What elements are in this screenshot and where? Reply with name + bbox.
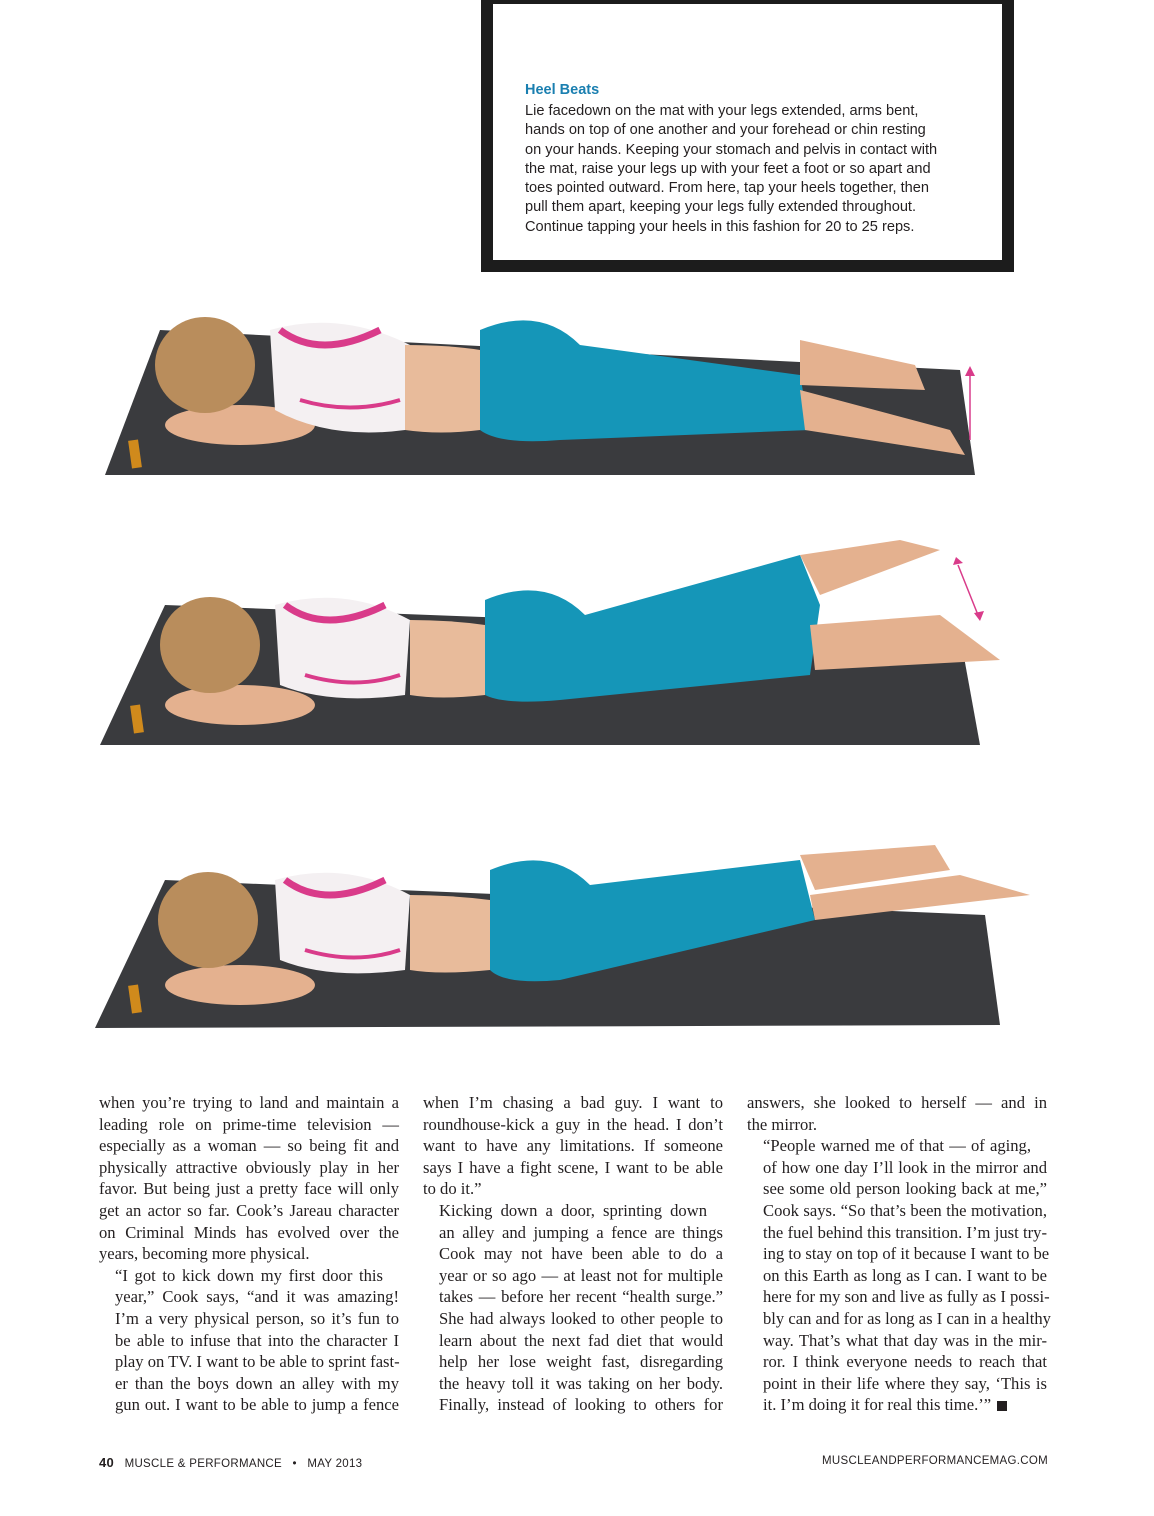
exercise-photo-1 bbox=[0, 290, 1154, 540]
body-line: Finally, instead of looking to others for bbox=[439, 1395, 723, 1415]
footer-left bbox=[99, 1455, 362, 1470]
sidebar-line: Lie facedown on the mat with your legs extended, arms bent, bbox=[525, 103, 919, 119]
body-line: er than the boys down an alley with my bbox=[115, 1373, 399, 1393]
body-line: Cook may not have been able to do a bbox=[439, 1244, 723, 1264]
exercise-photo-3 bbox=[0, 800, 1154, 1050]
body-line: She had always looked to other people to bbox=[439, 1308, 723, 1328]
body-line: year,” Cook says, “and it was amazing! bbox=[115, 1287, 399, 1307]
body-line: Cook says. “So that’s been the motivation, bbox=[763, 1200, 1047, 1220]
body-line: the fuel behind this transition. I’m just try- bbox=[763, 1222, 1047, 1242]
exercise-photo-2 bbox=[0, 535, 1154, 785]
page-number: 40 bbox=[99, 1455, 115, 1470]
body-line: when you’re trying to land and maintain a bbox=[99, 1093, 399, 1112]
body-line: gun out. I want to be able to jump a fence bbox=[115, 1395, 399, 1415]
article-column-3 bbox=[747, 1092, 1051, 1416]
body-line: want to have any limitations. If someone bbox=[423, 1136, 723, 1156]
body-line: point in their life where they say, ‘This is bbox=[763, 1373, 1047, 1393]
body-line: help her lose weight fast, disregarding bbox=[439, 1352, 723, 1372]
sidebar-line: Continue tapping your heels in this fashion for 20 to 25 reps. bbox=[525, 218, 915, 235]
body-line-text: it. I’m doing it for real this time.’” bbox=[763, 1395, 992, 1415]
magazine-name: MUSCLE & PERFORMANCE bbox=[124, 1458, 282, 1470]
body-line: “People warned me of that — of aging, bbox=[763, 1136, 1031, 1156]
body-line: learn about the next fad diet that would bbox=[439, 1330, 723, 1350]
body-line: years, becoming more physical. bbox=[99, 1244, 310, 1264]
end-mark-icon bbox=[997, 1401, 1007, 1411]
body-line: Kicking down a door, sprinting down bbox=[439, 1200, 707, 1220]
body-line: to do it.” bbox=[423, 1179, 482, 1199]
body-line: an alley and jumping a fence are things bbox=[439, 1222, 723, 1242]
body-line: see some old person looking back at me,” bbox=[763, 1179, 1047, 1199]
body-line: physically attractive obviously play in her bbox=[99, 1157, 399, 1177]
footer-website[interactable]: MUSCLEANDPERFORMANCEMAG.COM bbox=[822, 1455, 1048, 1467]
body-line: the heavy toll it was taking on her body. bbox=[439, 1373, 723, 1393]
footer-separator: • bbox=[292, 1458, 297, 1470]
body-line: be able to infuse that into the character I bbox=[115, 1330, 399, 1350]
body-line: especially as a woman — so being fit and bbox=[99, 1136, 399, 1156]
sidebar-line: on your hands. Keeping your stomach and pelvis in contact with bbox=[525, 141, 938, 158]
body-line: “I got to kick down my first door this bbox=[115, 1265, 383, 1285]
body-line: ing to stay on top of it because I want to be bbox=[763, 1244, 1050, 1264]
sidebar-line: the mat, raise your legs up with your feet a foot or so apart and bbox=[525, 160, 931, 177]
body-line: favor. But being just a pretty face will only bbox=[99, 1179, 399, 1199]
article-column-1 bbox=[99, 1092, 399, 1416]
body-line: play on TV. I want to be able to sprint fast- bbox=[115, 1352, 400, 1372]
body-line: year or so ago — at least not for multiple bbox=[439, 1265, 723, 1285]
body-line: get an actor so far. Cook’s Jareau character bbox=[99, 1200, 399, 1220]
body-line: says I have a fight scene, I want to be able bbox=[423, 1157, 723, 1177]
sidebar-line: hands on top of one another and your forehead or chin resting bbox=[525, 122, 926, 139]
issue-date: MAY 2013 bbox=[307, 1458, 363, 1470]
body-line: I’m a very physical person, so it’s fun to bbox=[115, 1308, 399, 1328]
article-column-2 bbox=[423, 1092, 723, 1416]
body-line: here for my son and live as fully as I possi- bbox=[763, 1287, 1050, 1307]
body-line: ror. I think everyone needs to reach that bbox=[763, 1352, 1047, 1372]
sidebar-body bbox=[525, 102, 985, 237]
sidebar-line: toes pointed outward. From here, tap your heels together, then bbox=[525, 180, 930, 197]
sidebar-line: pull them apart, keeping your legs fully extended throughout. bbox=[525, 199, 917, 216]
body-line: on this Earth as long as I can. I want to be bbox=[763, 1265, 1047, 1285]
body-line: the mirror. bbox=[747, 1114, 818, 1134]
body-line: leading role on prime-time television — bbox=[99, 1114, 399, 1134]
body-line: roundhouse-kick a guy in the head. I don’t bbox=[423, 1114, 723, 1134]
body-line: takes — before her recent “health surge.” bbox=[439, 1287, 723, 1307]
body-line: answers, she looked to herself — and in bbox=[747, 1093, 1047, 1112]
body-line: when I’m chasing a bad guy. I want to bbox=[423, 1093, 723, 1112]
body-line-last bbox=[747, 1394, 1047, 1416]
body-line: of how one day I’ll look in the mirror and bbox=[763, 1157, 1047, 1177]
body-line: on Criminal Minds has evolved over the bbox=[99, 1222, 399, 1242]
body-line: bly can and for as long as I can in a healthy bbox=[763, 1308, 1051, 1328]
sidebar-title: Heel Beats bbox=[525, 82, 600, 98]
body-line: way. That’s what that day was in the mir- bbox=[763, 1330, 1047, 1350]
